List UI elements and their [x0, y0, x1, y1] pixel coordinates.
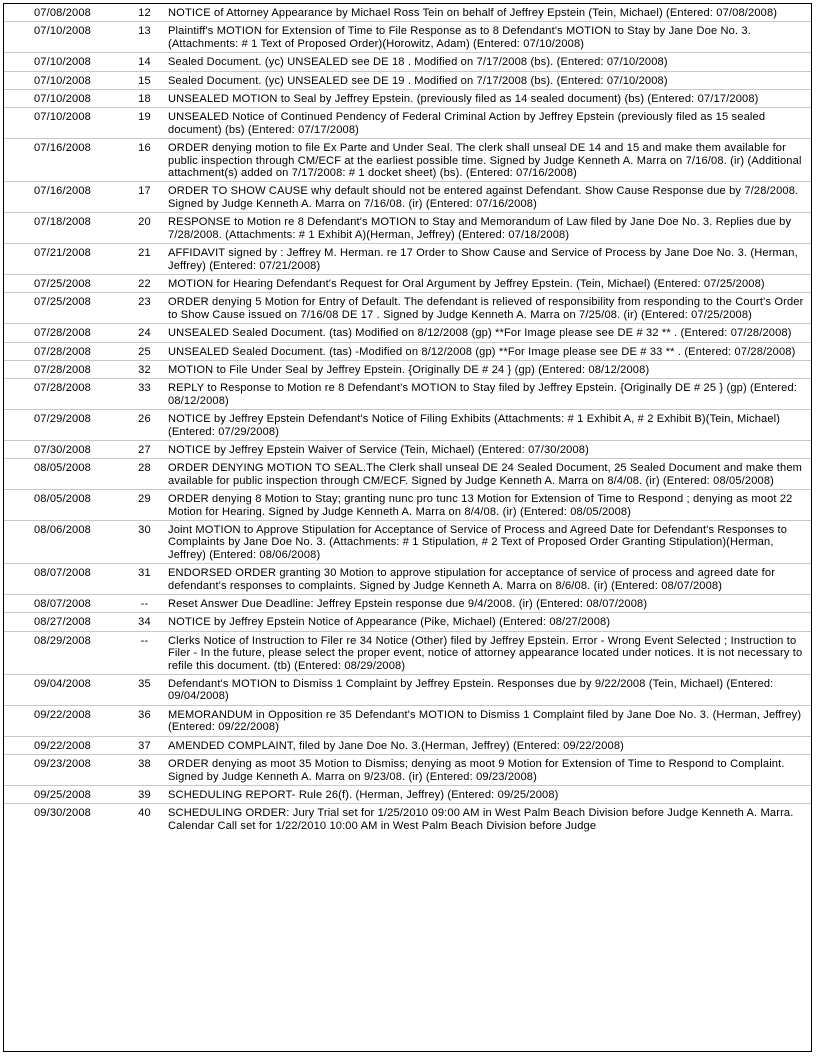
entry-date: 07/30/2008 [4, 440, 121, 458]
docket-entry-row [4, 785, 811, 803]
entry-number: 31 [121, 564, 168, 595]
entry-text: SCHEDULING REPORT- Rule 26(f). (Herman, Jeffrey) (Entered: 09/25/2008) [168, 785, 811, 803]
entry-number: 40 [138, 807, 151, 820]
entry-text: Sealed Document. (yc) UNSEALED see DE 19 . Modified on 7/17/2008 (bs). (Entered: 07/10/2008) [168, 71, 811, 89]
entry-text: AMENDED COMPLAINT, filed by Jane Doe No. 3.(Herman, Jeffrey) (Entered: 09/22/2008) [168, 736, 811, 754]
entry-text: ORDER DENYING MOTION TO SEAL.The Clerk shall unseal DE 24 Sealed Document, 25 Sealed Document and make them available for public inspection through CM/ECF. Signed by Judge Kenneth A. Marra on 8/4/08. (ir) (Entered: 08/05/2008) [168, 459, 811, 490]
docket-entry-row [4, 182, 811, 213]
docket-entry-row [4, 675, 811, 706]
entry-text: ORDER denying 8 Motion to Stay; granting nunc pro tunc 13 Motion for Extension of Time to Respond ; denying as moot 22 Motion for Hearing. Signed by Judge Kenneth A. Marra on 8/4/08. (ir) (Entered: 08/05/2008) [168, 490, 811, 521]
entry-number: 19 [121, 108, 168, 139]
entry-text: UNSEALED Sealed Document. (tas) Modified on 8/12/2008 (gp) **For Image please see DE # 32 ** . (Entered: 07/28/2008) [168, 324, 811, 342]
entry-text: Sealed Document. (yc) UNSEALED see DE 18 . Modified on 7/17/2008 (bs). (Entered: 07/10/2008) [168, 53, 811, 71]
entry-number: 25 [121, 342, 168, 360]
entry-date: 07/28/2008 [4, 324, 121, 342]
entry-text: UNSEALED Notice of Continued Pendency of Federal Criminal Action by Jeffrey Epstein (previously filed as 15 sealed document) (bs) (Entered: 07/17/2008) [168, 108, 811, 139]
entry-date: 07/10/2008 [4, 22, 121, 53]
entry-text: Defendant's MOTION to Dismiss 1 Complaint by Jeffrey Epstein. Responses due by 9/22/2008 (Tein, Michael) (Entered: 09/04/2008) [168, 675, 811, 706]
entry-number: 13 [121, 22, 168, 53]
entry-number: 18 [121, 90, 168, 108]
entry-text: UNSEALED MOTION to Seal by Jeffrey Epstein. (previously filed as 14 sealed document) (bs) (Entered: 07/17/2008) [168, 90, 811, 108]
docket-entry-row [4, 22, 811, 53]
docket-entry-row [4, 213, 811, 244]
entry-number: 34 [121, 613, 168, 631]
entry-date: 08/07/2008 [4, 564, 121, 595]
docket-entry-row [4, 595, 811, 613]
entry-number: 20 [121, 213, 168, 244]
docket-entry-row [4, 53, 811, 71]
entry-date: 07/25/2008 [4, 293, 121, 324]
entry-number: 32 [121, 360, 168, 378]
entry-date: 07/10/2008 [4, 90, 121, 108]
entry-date: 07/29/2008 [4, 410, 121, 441]
entry-number: 22 [121, 274, 168, 292]
entry-text: ORDER TO SHOW CAUSE why default should not be entered against Defendant. Show Cause Response due by 7/28/2008. Signed by Judge Kenneth A. Marra on 7/16/08. (ir) (Entered: 07/16/2008) [168, 182, 811, 213]
docket-entries [4, 4, 811, 834]
entry-number: 37 [121, 736, 168, 754]
entry-date: 07/21/2008 [4, 244, 121, 275]
entry-date: 07/25/2008 [4, 274, 121, 292]
entry-date: 07/16/2008 [4, 139, 121, 182]
entry-number: -- [121, 631, 168, 674]
entry-date: 08/05/2008 [4, 459, 121, 490]
docket-entry-row [4, 274, 811, 292]
entry-date: 07/08/2008 [4, 4, 121, 22]
entry-number: 30 [121, 521, 168, 564]
entry-date: 09/30/2008 [33, 807, 92, 820]
docket-entry-row [4, 293, 811, 324]
entry-number: -- [121, 595, 168, 613]
entry-number: 23 [121, 293, 168, 324]
entry-text: NOTICE by Jeffrey Epstein Defendant's Notice of Filing Exhibits (Attachments: # 1 Exhibit A, # 2 Exhibit B)(Tein, Michael) (Entered: 07/29/2008) [168, 410, 811, 441]
docket-entry-row [4, 90, 811, 108]
entry-text: Joint MOTION to Approve Stipulation for Acceptance of Service of Process and Agreed Date for Defendant's Responses to Complaints by Jane Doe No. 3. (Attachments: # 1 Stipulation, # 2 Text of Proposed Order Granting Stipulation)(Herman, Jeffrey) (Entered: 08/06/2008) [168, 521, 811, 564]
entry-text: Clerks Notice of Instruction to Filer re 34 Notice (Other) filed by Jeffrey Epstein. Error - Wrong Event Selected ; Instruction to Filer - In the future, please select the proper event, notice of attorney appearance located under notices. It is not necessary to refile this document. (tb) (Entered: 08/29/2008) [168, 631, 811, 674]
entry-text: MEMORANDUM in Opposition re 35 Defendant's MOTION to Dismiss 1 Complaint filed by Jane Doe No. 3. (Herman, Jeffrey) (Entered: 09/22/2008) [168, 705, 811, 736]
docket-entry-row [4, 410, 811, 441]
entry-number: 16 [121, 139, 168, 182]
entry-text: ORDER denying motion to file Ex Parte and Under Seal. The clerk shall unseal DE 14 and 15 and make them available for public inspection through CM/ECF at the earliest possible time. Signed by Judge Kenneth A. Marra on 7/16/08. (ir) (Additional attachment(s) added on 7/17/2008: # 1 docket sheet) (bs). (Entered: 07/16/2008) [168, 139, 811, 182]
docket-entry-row [4, 459, 811, 490]
entry-text: ORDER denying 5 Motion for Entry of Default. The defendant is relieved of responsibility from responding to the Court's Order to Show Cause issued on 7/16/08 DE 17 . Signed by Judge Kenneth A. Marra on 7/25/08. (ir) (Entered: 07/25/2008) [168, 293, 811, 324]
entry-date: 08/27/2008 [4, 613, 121, 631]
entry-number: 36 [121, 705, 168, 736]
entry-text: Plaintiff's MOTION for Extension of Time to File Response as to 8 Defendant's MOTION to Stay by Jane Doe No. 3. (Attachments: # 1 Text of Proposed Order)(Horowitz, Adam) (Entered: 07/10/2008) [168, 22, 811, 53]
entry-number: 24 [121, 324, 168, 342]
entry-text: MOTION to File Under Seal by Jeffrey Epstein. {Originally DE # 24 } (gp) (Entered: 08/12/2008) [168, 360, 811, 378]
entry-number: 26 [121, 410, 168, 441]
docket-entry-row [4, 613, 811, 631]
entry-number: 35 [121, 675, 168, 706]
entry-text: MOTION for Hearing Defendant's Request for Oral Argument by Jeffrey Epstein. (Tein, Michael) (Entered: 07/25/2008) [168, 274, 811, 292]
entry-date: 07/16/2008 [4, 182, 121, 213]
entry-date: 08/06/2008 [4, 521, 121, 564]
entry-number: 28 [121, 459, 168, 490]
entry-date: 07/28/2008 [4, 342, 121, 360]
entry-number: 17 [121, 182, 168, 213]
entry-date: 07/10/2008 [4, 71, 121, 89]
entry-number: 21 [121, 244, 168, 275]
entry-date: 07/28/2008 [4, 360, 121, 378]
entry-date: 09/23/2008 [4, 755, 121, 786]
entry-number: 14 [121, 53, 168, 71]
entry-date: 09/04/2008 [4, 675, 121, 706]
docket-table [4, 4, 811, 834]
entry-number: 39 [121, 785, 168, 803]
entry-text: AFFIDAVIT signed by : Jeffrey M. Herman. re 17 Order to Show Cause and Service of Process by Jane Doe No. 3. (Herman, Jeffrey) (Entered: 07/21/2008) [168, 244, 811, 275]
entry-number: 33 [121, 379, 168, 410]
docket-entry-row [4, 324, 811, 342]
docket-entry-row [4, 705, 811, 736]
docket-entry-row [4, 108, 811, 139]
docket-sheet [3, 3, 812, 1052]
docket-entry-row [4, 631, 811, 674]
entry-text: Reset Answer Due Deadline: Jeffrey Epstein response due 9/4/2008. (ir) (Entered: 08/07/2008) [168, 595, 811, 613]
entry-number: 15 [121, 71, 168, 89]
docket-entry-row [4, 440, 811, 458]
entry-date: 07/10/2008 [4, 53, 121, 71]
entry-date: 09/25/2008 [4, 785, 121, 803]
entry-text: ENDORSED ORDER granting 30 Motion to approve stipulation for acceptance of service of process and agreed date for defendant's responses to complaints. Signed by Judge Kenneth A. Marra on 8/6/08. (ir) (Entered: 08/07/2008) [168, 564, 811, 595]
entry-text: RESPONSE to Motion re 8 Defendant's MOTION to Stay and Memorandum of Law filed by Jane Doe No. 3. Replies due by 7/28/2008. (Attachments: # 1 Exhibit A)(Herman, Jeffrey) (Entered: 07/18/2008) [168, 213, 811, 244]
docket-entry-row [4, 755, 811, 786]
docket-entry-row [4, 564, 811, 595]
entry-text: REPLY to Response to Motion re 8 Defendant's MOTION to Stay filed by Jeffrey Epstein. {Originally DE # 25 } (gp) (Entered: 08/12/2008) [168, 379, 811, 410]
entry-date: 08/29/2008 [4, 631, 121, 674]
entry-text: SCHEDULING ORDER: Jury Trial set for 1/25/2010 09:00 AM in West Palm Beach Division before Judge Kenneth A. Marra. Calendar Call set for 1/22/2010 10:00 AM in West Palm Beach Division before Judge [168, 807, 794, 832]
docket-entry-row [4, 360, 811, 378]
docket-entry-row [4, 521, 811, 564]
entry-text: NOTICE by Jeffrey Epstein Waiver of Service (Tein, Michael) (Entered: 07/30/2008) [168, 440, 811, 458]
docket-entry-row [4, 379, 811, 410]
entry-date: 08/07/2008 [4, 595, 121, 613]
entry-text: UNSEALED Sealed Document. (tas) -Modified on 8/12/2008 (gp) **For Image please see DE # 33 ** . (Entered: 07/28/2008) [168, 342, 811, 360]
entry-date: 08/05/2008 [4, 490, 121, 521]
entry-number: 29 [121, 490, 168, 521]
entry-date: 07/18/2008 [4, 213, 121, 244]
entry-date: 09/22/2008 [4, 705, 121, 736]
entry-number: 12 [121, 4, 168, 22]
entry-date: 07/10/2008 [4, 108, 121, 139]
entry-date: 07/28/2008 [4, 379, 121, 410]
docket-entry-row [4, 804, 811, 834]
entry-text: NOTICE of Attorney Appearance by Michael Ross Tein on behalf of Jeffrey Epstein (Tein, Michael) (Entered: 07/08/2008) [168, 4, 811, 22]
docket-entry-row [4, 490, 811, 521]
docket-entry-row [4, 71, 811, 89]
docket-entry-row [4, 4, 811, 22]
docket-entry-row [4, 139, 811, 182]
docket-entry-row [4, 244, 811, 275]
entry-number: 38 [121, 755, 168, 786]
entry-text: ORDER denying as moot 35 Motion to Dismiss; denying as moot 9 Motion for Extension of Time to Respond to Complaint. Signed by Judge Kenneth A. Marra on 9/23/08. (ir) (Entered: 09/23/2008) [168, 755, 811, 786]
entry-date: 09/22/2008 [4, 736, 121, 754]
entry-text: NOTICE by Jeffrey Epstein Notice of Appearance (Pike, Michael) (Entered: 08/27/2008) [168, 613, 811, 631]
docket-entry-row [4, 736, 811, 754]
entry-number: 27 [121, 440, 168, 458]
docket-entry-row [4, 342, 811, 360]
